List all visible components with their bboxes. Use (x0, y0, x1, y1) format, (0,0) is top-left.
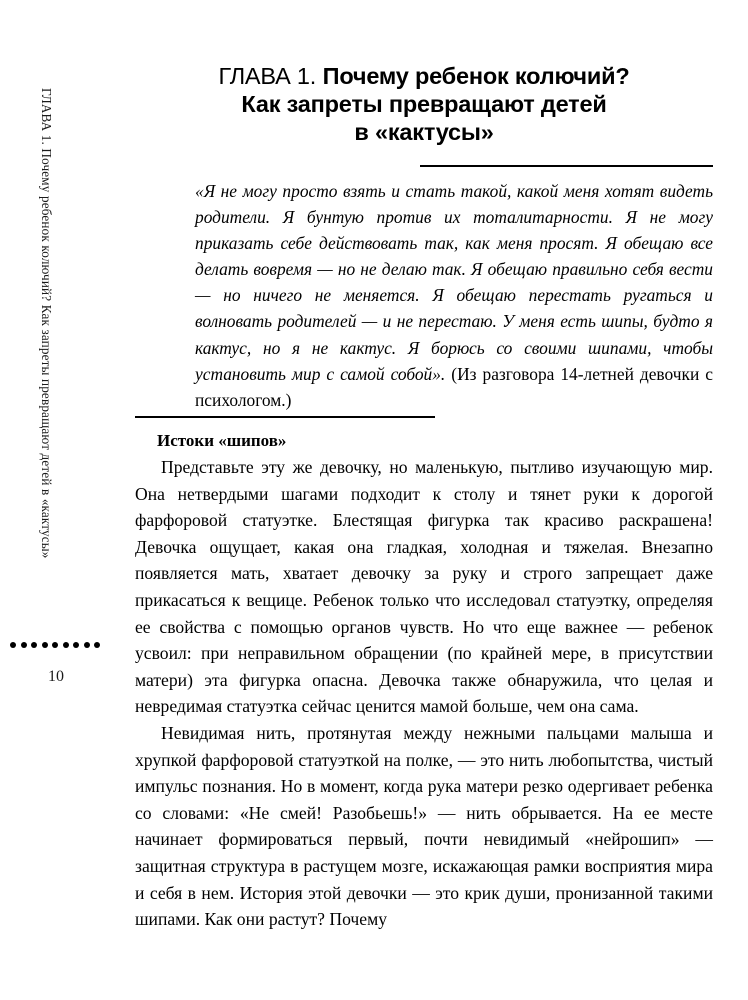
dot-ornament-item (52, 642, 58, 648)
epigraph-quote: «Я не могу просто взять и стать такой, какой меня хотят видеть родители. Я бунтую против их тоталитарности. Я не могу приказать себе действовать так, как меня просят. Я обещаю все делать вовремя — но не делаю так. Я обещаю правильно себя вести — но ничего не меняется. Я обещаю перестать ругаться и волновать родителей — и не перестаю. У меня есть шипы, будто я кактус, но я не кактус. Я борюсь со своими шипами, чтобы установить мир с самой собой». (195, 181, 713, 384)
body-column (135, 430, 713, 933)
body-paragraph: Представьте эту же девочку, но маленькую, пытливо изучающую мир. Она нетвердыми шагами подходит к столу и тянет руки к дорогой фарфоровой статуэтке. Блестящая фигурка так красиво раскрашена! Девочка ощущает, какая она гладкая, холодная и тяжелая. Внезапно появляется мать, хватает девочку за руку и строго запрещает даже прикасаться к вещице. Ребенок только что исследовал статуэтку, определяя ее свойства с помощью органов чувств. Но что еще важнее — ребенок усвоил: при неправильном обращении (по крайней мере, в присутствии матери) эта фигурка опасна. Девочка также обнаружила, что целая и невредимая статуэтка сейчас ценится мамой больше, чем она сама. (135, 457, 713, 717)
dot-ornament-item (42, 642, 48, 648)
dot-ornament-item (10, 642, 16, 648)
dot-ornament-item (94, 642, 100, 648)
epigraph-rule-bottom (135, 416, 435, 418)
chapter-title (135, 62, 713, 146)
body-paragraph: Невидимая нить, протянутая между нежными пальцами малыша и хрупкой фарфоровой статуэткой на полке, — это нить любопытства, чистый импульс познания. Но в момент, когда рука матери резко одергивает ребенка со словами: «Не смей! Разобьешь!» — нить обрывается. На ее месте начинает формироваться первый, почти невидимый «нейрошип» — защитная структура в растущем мозге, искажающая рамки восприятия мира и себя в нем. История этой девочки — это крик души, пронизанной такими шипами. Как они растут? Почему (135, 722, 713, 930)
dot-ornament-item (84, 642, 90, 648)
dot-ornament-item (31, 642, 37, 648)
dot-ornament-item (73, 642, 79, 648)
folio-dot-ornament (10, 641, 100, 649)
running-head-area (0, 0, 120, 640)
epigraph-attribution: (Из разговора 14-летней девочки с психологом.) (195, 363, 713, 410)
chapter-title-line2: Как запреты превращают детей (241, 91, 607, 117)
chapter-label: ГЛАВА 1. (218, 63, 317, 89)
dot-ornament-item (63, 642, 69, 648)
section-subheading: Истоки «шипов» (157, 431, 287, 450)
page-number: 10 (48, 668, 64, 685)
chapter-title-line3: в «кактусы» (354, 119, 494, 145)
epigraph (195, 178, 713, 413)
running-head-text: ГЛАВА 1. Почему ребенок колючий? Как запреты превращают детей в «кактусы» (39, 88, 54, 559)
dot-ornament-item (21, 642, 27, 648)
chapter-title-line1: Почему ребенок колючий? (322, 63, 630, 89)
epigraph-rule-top (420, 165, 713, 167)
